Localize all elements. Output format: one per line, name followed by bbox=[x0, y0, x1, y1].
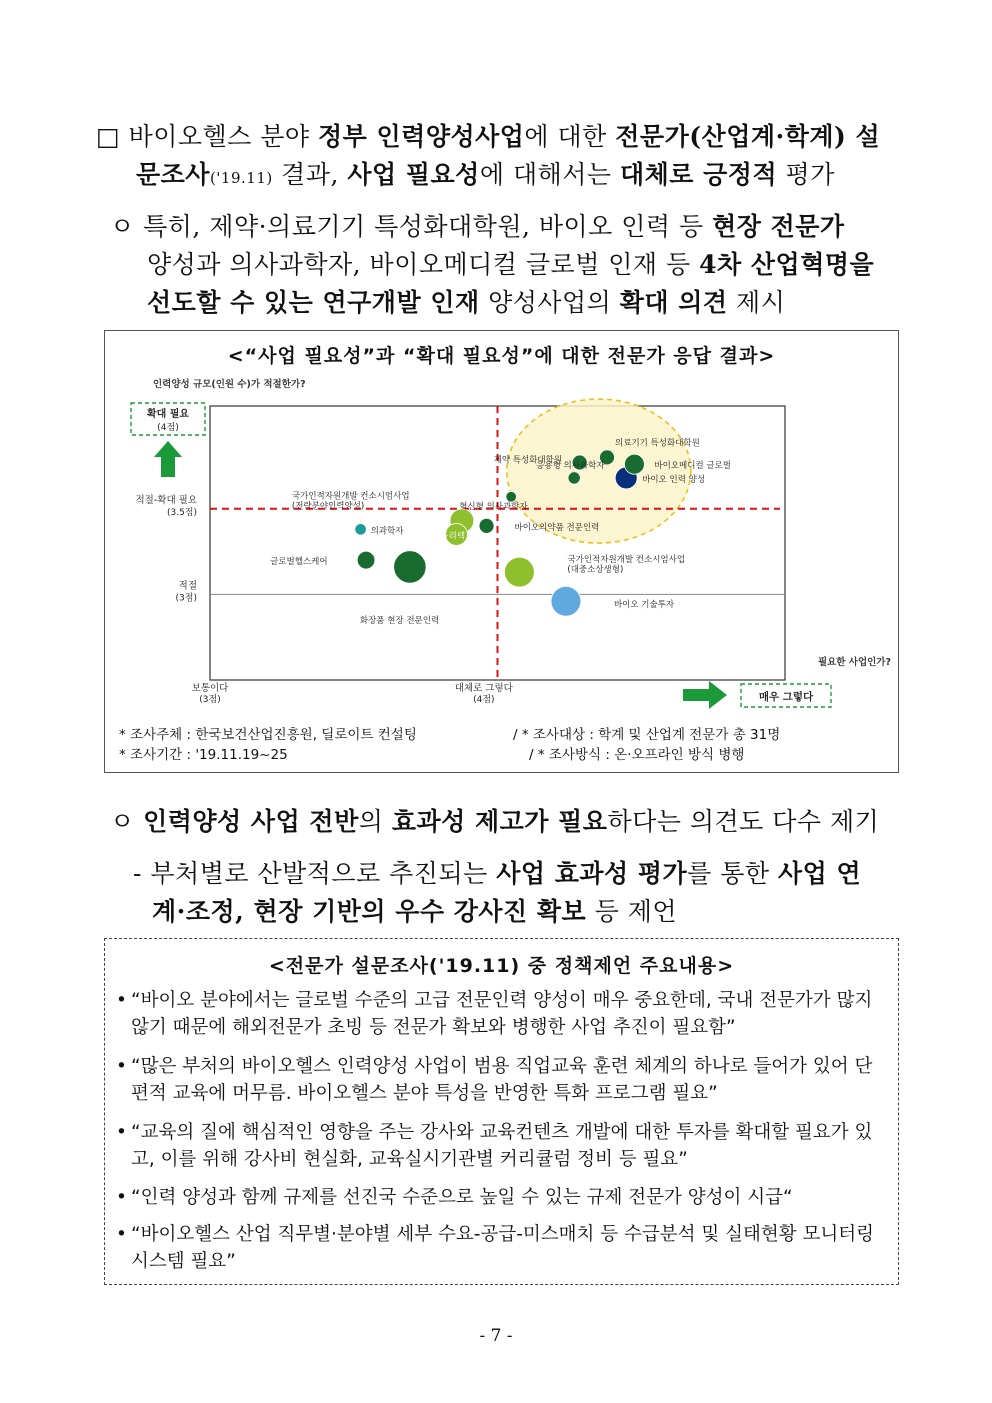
bubble-label: 글로벌헬스케어 bbox=[270, 557, 328, 568]
bubble-point bbox=[394, 551, 426, 583]
chart-box-title: <“사업 필요성”과 “확대 필요성”에 대한 전문가 응답 결과> bbox=[227, 345, 776, 367]
y-axis-title: 인력양성 규모(인원 수)가 적절한가? bbox=[153, 379, 306, 390]
policy-item-3: • “교육의 질에 핵심적인 영향을 주는 강사와 교육컨텐츠 개발에 대한 투자를 확대할 필요가 있고, 이를 위해 강사비 현실화, 교육실시기관별 커리큘럼 정비 등 필요” bbox=[118, 1119, 890, 1173]
policy-item-5: • “바이오헬스 산업 직무별·분야별 세부 수요-공급-미스매치 등 수급분석 및 실태현황 모니터링 시스템 필요” bbox=[118, 1221, 890, 1275]
bubble-point bbox=[357, 551, 375, 569]
note-line-1: * 조사주체 : 한국보건산업진흥원, 딜로이트 컨설팅 bbox=[119, 727, 417, 743]
x-right-label: 매우 그렇다 bbox=[758, 691, 814, 703]
note-line-1b: / * 조사대상 : 학계 및 산업계 전문가 총 31명 bbox=[513, 727, 781, 743]
bullet-icon: • bbox=[116, 1187, 127, 1208]
y-top-label: 확대 필요 bbox=[146, 409, 190, 420]
page-number: - 7 - bbox=[479, 1326, 513, 1346]
bubble-label: 바이오의약품 전문인력 bbox=[514, 522, 600, 533]
sub1-line-1: - 부처별로 산발적으로 추진되는 사업 효과성 평가를 통한 사업 연 bbox=[133, 859, 862, 888]
bullet-icon: • bbox=[116, 990, 127, 1011]
policy-item-2: • “많은 부처의 바이오헬스 인력양성 사업이 범용 직업교육 훈련 체계의 하나로 들어가 있어 단편적 교육에 머무름. 바이오헬스 분야 특성을 반영한 특화 프로그램 필요” bbox=[118, 1053, 890, 1107]
point1-line-1: ㅇ 특히, 제약·의료기기 특성화대학원, 바이오 인력 등 현장 전문가 bbox=[110, 212, 845, 241]
point2-line: ㅇ 인력양성 사업 전반의 효과성 제고가 필요하다는 의견도 다수 제기 bbox=[110, 807, 880, 836]
y-top-label-sub: (4점) bbox=[157, 423, 179, 433]
y-tick-sub: (3.5점) bbox=[166, 507, 197, 518]
bubble-point bbox=[568, 472, 580, 484]
right-arrow-icon bbox=[683, 681, 727, 709]
point1-line-2: 양성과 의사과학자, 바이오메디컬 글로벌 인재 등 4차 산업혁명을 bbox=[147, 250, 875, 279]
sub1-line-2: 계·조정, 현장 기반의 우수 강사진 확보 등 제언 bbox=[152, 897, 678, 926]
bubble-chart bbox=[105, 373, 896, 763]
intro-line-2: 문조사('19.11) 결과, 사업 필요성에 대해서는 대체로 긍정적 평가 bbox=[136, 160, 835, 189]
x-tick-sub: (3점) bbox=[199, 695, 221, 705]
bubble-point bbox=[479, 518, 494, 533]
bubble-label: 제약 특성화대학원 bbox=[493, 455, 563, 466]
y-tick-sub: (3점) bbox=[175, 593, 197, 604]
note-line-2: * 조사기간 : '19.11.19~25 bbox=[119, 747, 288, 763]
bubble-point bbox=[624, 454, 644, 474]
bubble-label: 의과학자 bbox=[370, 526, 404, 537]
bullet-icon: • bbox=[116, 1224, 127, 1245]
bubble-label: 화장품 현장 전문인력 bbox=[359, 615, 440, 626]
y-tick-label: 적절 bbox=[178, 580, 197, 592]
bubble-label: 국가인적자원개발 컨소시엄사업 bbox=[291, 491, 410, 502]
y-tick-label: 적절-확대 필요 bbox=[135, 494, 197, 506]
up-arrow-icon bbox=[154, 441, 182, 477]
bubble-label: 혁신형 의사과학자 bbox=[459, 501, 528, 512]
bullet-icon: • bbox=[116, 1056, 127, 1077]
chart-box bbox=[104, 330, 899, 773]
bubble-label: 응용형 의사과학자 bbox=[536, 460, 605, 471]
bullet-icon: • bbox=[116, 1122, 127, 1143]
x-tick-sub: (4점) bbox=[473, 695, 495, 705]
x-tick-label: 대체로 그렇다 bbox=[454, 683, 513, 694]
bubble-label-sub: (대중소상생형) bbox=[567, 565, 624, 576]
point1-line-3: 선도할 수 있는 연구개발 인재 양성사업의 확대 의견 제시 bbox=[147, 288, 786, 317]
bubble-label-sub: (전략분야인력양성) bbox=[291, 501, 365, 512]
bubble-label: 바이오 인력 양성 bbox=[642, 474, 706, 485]
x-axis-title: 필요한 사업인가? bbox=[817, 657, 891, 668]
x-tick-label: 보통이다 bbox=[191, 683, 229, 694]
policy-box-title: <전문가 설문조사('19.11) 중 정책제언 주요내용> bbox=[268, 955, 735, 977]
policy-item-4: • “인력 양성과 함께 규제를 선진국 수준으로 높일 수 있는 규제 전문가 양성이 시급“ bbox=[118, 1184, 890, 1211]
note-line-2b: / * 조사방식 : 온·오프라인 방식 병행 bbox=[529, 747, 745, 763]
bubble-point bbox=[506, 491, 517, 502]
bubble-label: 바이오 기술투자 bbox=[613, 600, 675, 611]
bubble-point bbox=[551, 586, 581, 616]
bubble-point bbox=[504, 557, 534, 587]
policy-item-1: • “바이오 분야에서는 글로벌 수준의 고급 전문인력 양성이 매우 중요한데, 국내 전문가가 많지 않기 때문에 해외전문가 초빙 등 전문가 확보와 병행한 사업 추진이 필요함” bbox=[118, 987, 890, 1041]
bubble-label: 의료기기 특성화대학원 bbox=[615, 438, 700, 449]
bubble-label: 플리텍 bbox=[440, 531, 466, 542]
bubble-label: 바이오메디컬 글로벌 bbox=[654, 461, 732, 472]
bubble-point bbox=[355, 524, 366, 535]
intro-line-1: □ 바이오헬스 분야 정부 인력양성사업에 대한 전문가(산업계·학계) 설 bbox=[96, 122, 881, 151]
bubble-label: 국가인적자원개발 컨소시엄사업 bbox=[567, 555, 686, 566]
